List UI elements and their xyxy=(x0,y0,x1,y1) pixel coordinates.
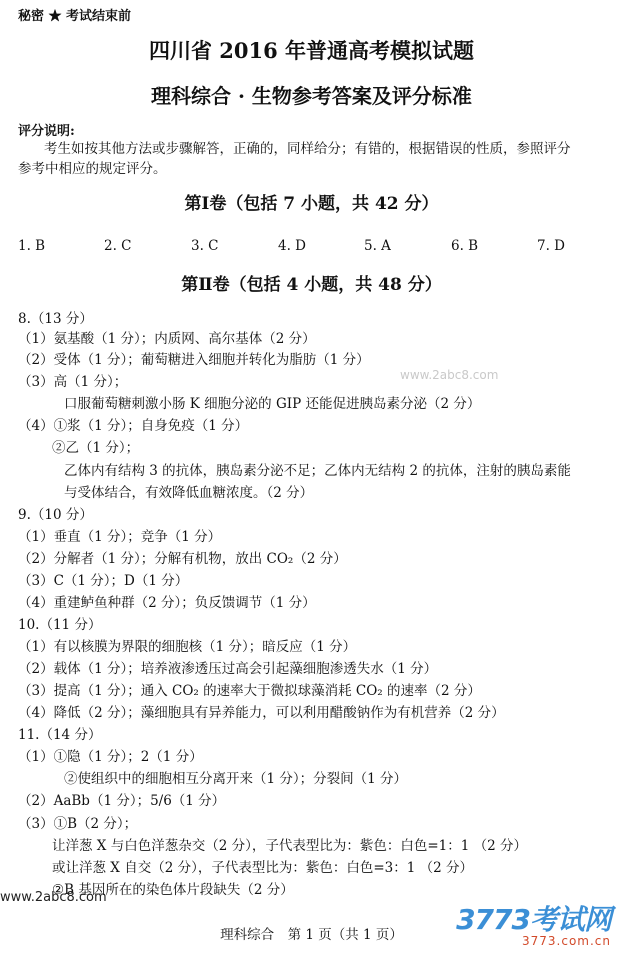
answer-line: 与受体结合，有效降低血糖浓度。（2 分） xyxy=(64,485,314,501)
page-subtitle: 理科综合 · 生物参考答案及评分标准 xyxy=(151,84,472,108)
logo-url: 3773.com.cn xyxy=(522,934,611,948)
answer-line: （4）重建鲈鱼种群（2 分）；负反馈调节（1 分） xyxy=(18,595,316,611)
answer-line: 口服葡萄糖刺激小肠 K 细胞分泌的 GIP 还能促进胰岛素分泌（2 分） xyxy=(64,396,481,412)
answer-line: （3）高（1 分）； xyxy=(18,374,128,390)
answer-line: （2）AaBb（1 分）；5/6（1 分） xyxy=(18,793,226,809)
answer-4: 4. D xyxy=(278,238,306,254)
answer-line: （2）受体（1 分）；葡萄糖进入细胞并转化为脂肪（1 分） xyxy=(18,352,370,368)
answer-line: ②使组织中的细胞相互分离开来（1 分）；分裂间（1 分） xyxy=(64,771,408,787)
answer-line: （3）①B（2 分）； xyxy=(18,816,138,832)
answer-line: （3）C（1 分）；D（1 分） xyxy=(18,573,189,589)
confidential-label: 秘密 ★ 考试结束前 xyxy=(18,9,132,24)
answer-line: 9.（10 分） xyxy=(18,507,93,523)
answer-1: 1. B xyxy=(18,238,46,254)
answer-line: （1）垂直（1 分）；竞争（1 分） xyxy=(18,529,222,545)
site-logo xyxy=(456,898,611,948)
part2-heading: 第Ⅱ卷（包括 4 小题，共 48 分） xyxy=(181,275,442,295)
answer-5: 5. A xyxy=(364,238,391,254)
answer-line: 11.（14 分） xyxy=(18,727,102,743)
part1-heading: 第Ⅰ卷（包括 7 小题，共 42 分） xyxy=(184,194,439,214)
answer-line: （3）提高（1 分）；通入 CO₂ 的速率大于微拟球藻消耗 CO₂ 的速率（2 分） xyxy=(18,683,481,699)
answer-line: 让洋葱 X 与白色洋葱杂交（2 分），子代表型比为：紫色：白色=1：1 （2 分） xyxy=(52,838,527,854)
logo-text: 3773考试网 xyxy=(456,903,611,936)
answer-line: ②B 基因所在的染色体片段缺失（2 分） xyxy=(52,882,294,898)
answer-line: （1）①隐（1 分）；2（1 分） xyxy=(18,749,203,765)
answer-6: 6. B xyxy=(451,238,479,254)
answer-3: 3. C xyxy=(191,238,219,254)
watermark-text: www.2abc8.com xyxy=(0,890,107,905)
watermark-text: www.2abc8.com xyxy=(400,368,499,382)
notes-line-2: 参考中相应的规定评分。 xyxy=(18,161,167,177)
notes-heading: 评分说明: xyxy=(18,124,75,139)
answer-line: 或让洋葱 X 自交（2 分），子代表型比为：紫色：白色=3：1 （2 分） xyxy=(52,860,473,876)
answer-2: 2. C xyxy=(104,238,132,254)
page-footer: 理科综合 第 1 页（共 1 页） xyxy=(220,927,403,943)
answer-line: ②乙（1 分）； xyxy=(52,440,140,456)
answer-line: （4）降低（2 分）；藻细胞具有异养能力，可以利用醋酸钠作为有机营养（2 分） xyxy=(18,705,505,721)
answer-7: 7. D xyxy=(537,238,565,254)
answer-line: （1）氨基酸（1 分）；内质网、高尔基体（2 分） xyxy=(18,331,316,347)
answer-line: （2）分解者（1 分）；分解有机物，放出 CO₂（2 分） xyxy=(18,551,347,567)
page-title: 四川省 2016 年普通高考模拟试题 xyxy=(148,38,475,63)
notes-line-1: 考生如按其他方法或步骤解答，正确的，同样给分；有错的，根据错误的性质，参照评分 xyxy=(44,141,571,157)
answer-line: 8.（13 分） xyxy=(18,311,93,327)
answer-line: 10.（11 分） xyxy=(18,617,102,633)
answer-line: （4）①浆（1 分）；自身免疫（1 分） xyxy=(18,418,249,434)
answer-line: 乙体内有结构 3 的抗体，胰岛素分泌不足；乙体内无结构 2 的抗体，注射的胰岛素能 xyxy=(64,463,571,479)
answer-line: （1）有以核膜为界限的细胞核（1 分）；暗反应（1 分） xyxy=(18,639,357,655)
answer-line: （2）载体（1 分）；培养液渗透压过高会引起藻细胞渗透失水（1 分） xyxy=(18,661,438,677)
